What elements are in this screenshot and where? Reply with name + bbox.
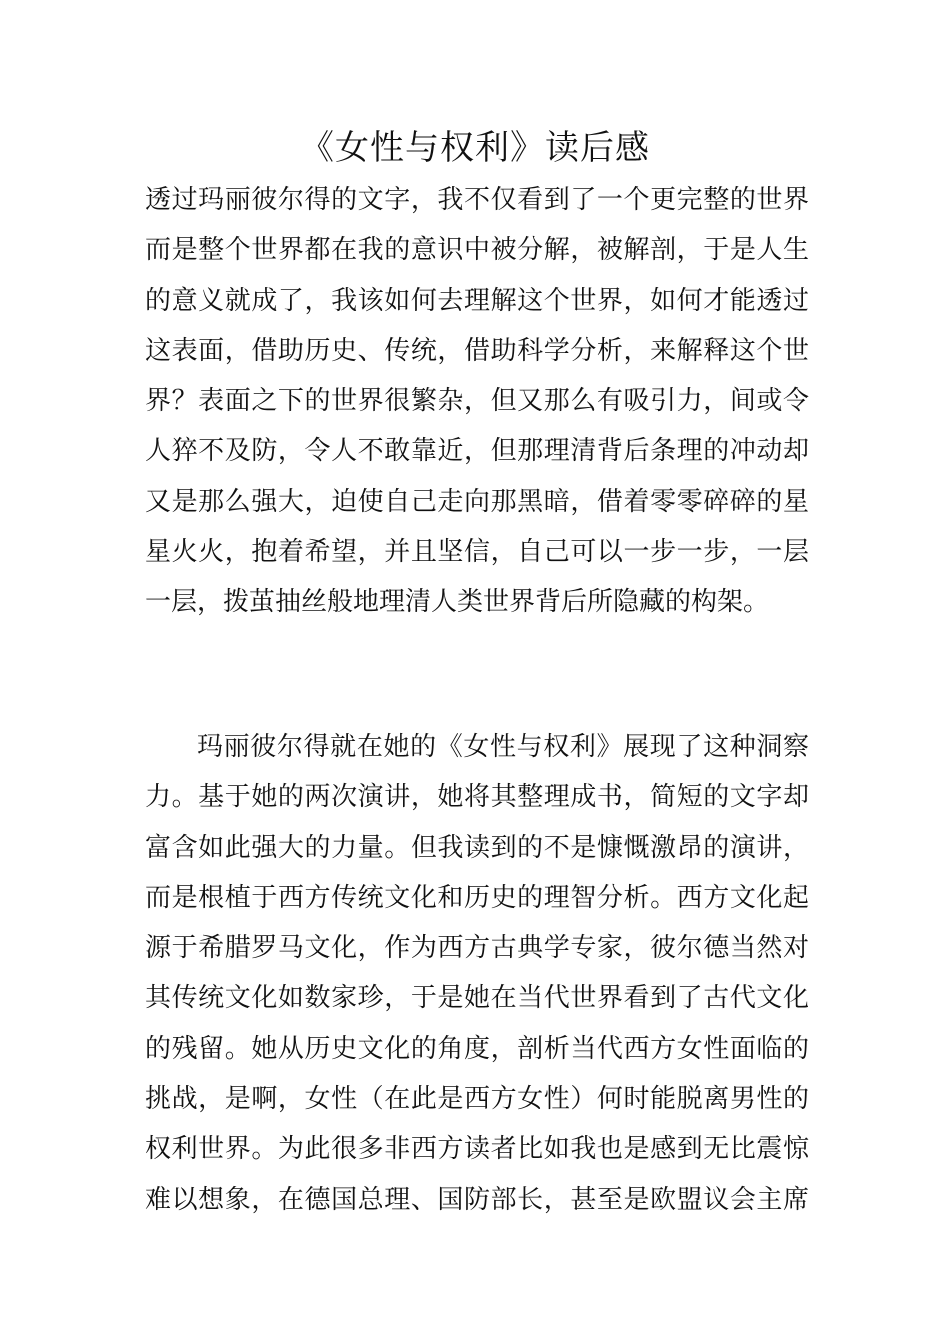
paragraph-line: 人猝不及防，令人不敢靠近，但那理清背后条理的冲动却 [145, 436, 809, 467]
body-paragraph [145, 175, 809, 628]
body-paragraph [145, 722, 809, 1225]
paragraph-line: 其传统文化如数家珍，于是她在当代世界看到了古代文化 [145, 983, 809, 1014]
paragraph-line: 玛丽彼尔得就在她的《女性与权利》展现了这种洞察 [197, 732, 809, 762]
paragraph-line: 难以想象，在德国总理、国防部长，甚至是欧盟议会主席 [145, 1184, 809, 1215]
paragraph-line: 的残留。她从历史文化的角度，剖析当代西方女性面临的 [145, 1033, 809, 1064]
paragraph-line: 富含如此强大的力量。但我读到的不是慷慨激昂的演讲， [145, 832, 809, 863]
document-title: 《女性与权利》读后感 [300, 128, 650, 168]
paragraph-line: 界？表面之下的世界很繁杂，但又那么有吸引力，间或令 [145, 386, 809, 417]
paragraph-line: 一层，拨茧抽丝般地理清人类世界背后所隐藏的构架。 [145, 587, 770, 618]
paragraph-line: 而是根植于西方传统文化和历史的理智分析。西方文化起 [145, 882, 809, 913]
paragraph-line: 又是那么强大，迫使自己走向那黑暗，借着零零碎碎的星 [145, 486, 809, 517]
paragraph-line: 力。基于她的两次演讲，她将其整理成书，简短的文字却 [145, 782, 809, 813]
paragraph-line: 这表面，借助历史、传统，借助科学分析，来解释这个世 [145, 335, 809, 366]
paragraph-line: 星火火，抱着希望，并且坚信，自己可以一步一步，一层 [145, 537, 809, 568]
paragraph-line: 源于希腊罗马文化，作为西方古典学专家，彼尔德当然对 [145, 933, 809, 964]
paragraph-line: 挑战，是啊，女性（在此是西方女性）何时能脱离男性的 [145, 1084, 809, 1115]
paragraph-line: 而是整个世界都在我的意识中被分解，被解剖，于是人生 [145, 235, 809, 266]
paragraph-line: 权利世界。为此很多非西方读者比如我也是感到无比震惊 [145, 1134, 809, 1165]
paragraph-line: 的意义就成了，我该如何去理解这个世界，如何才能透过 [145, 285, 809, 316]
paragraph-line: 透过玛丽彼尔得的文字，我不仅看到了一个更完整的世界 [145, 185, 809, 215]
